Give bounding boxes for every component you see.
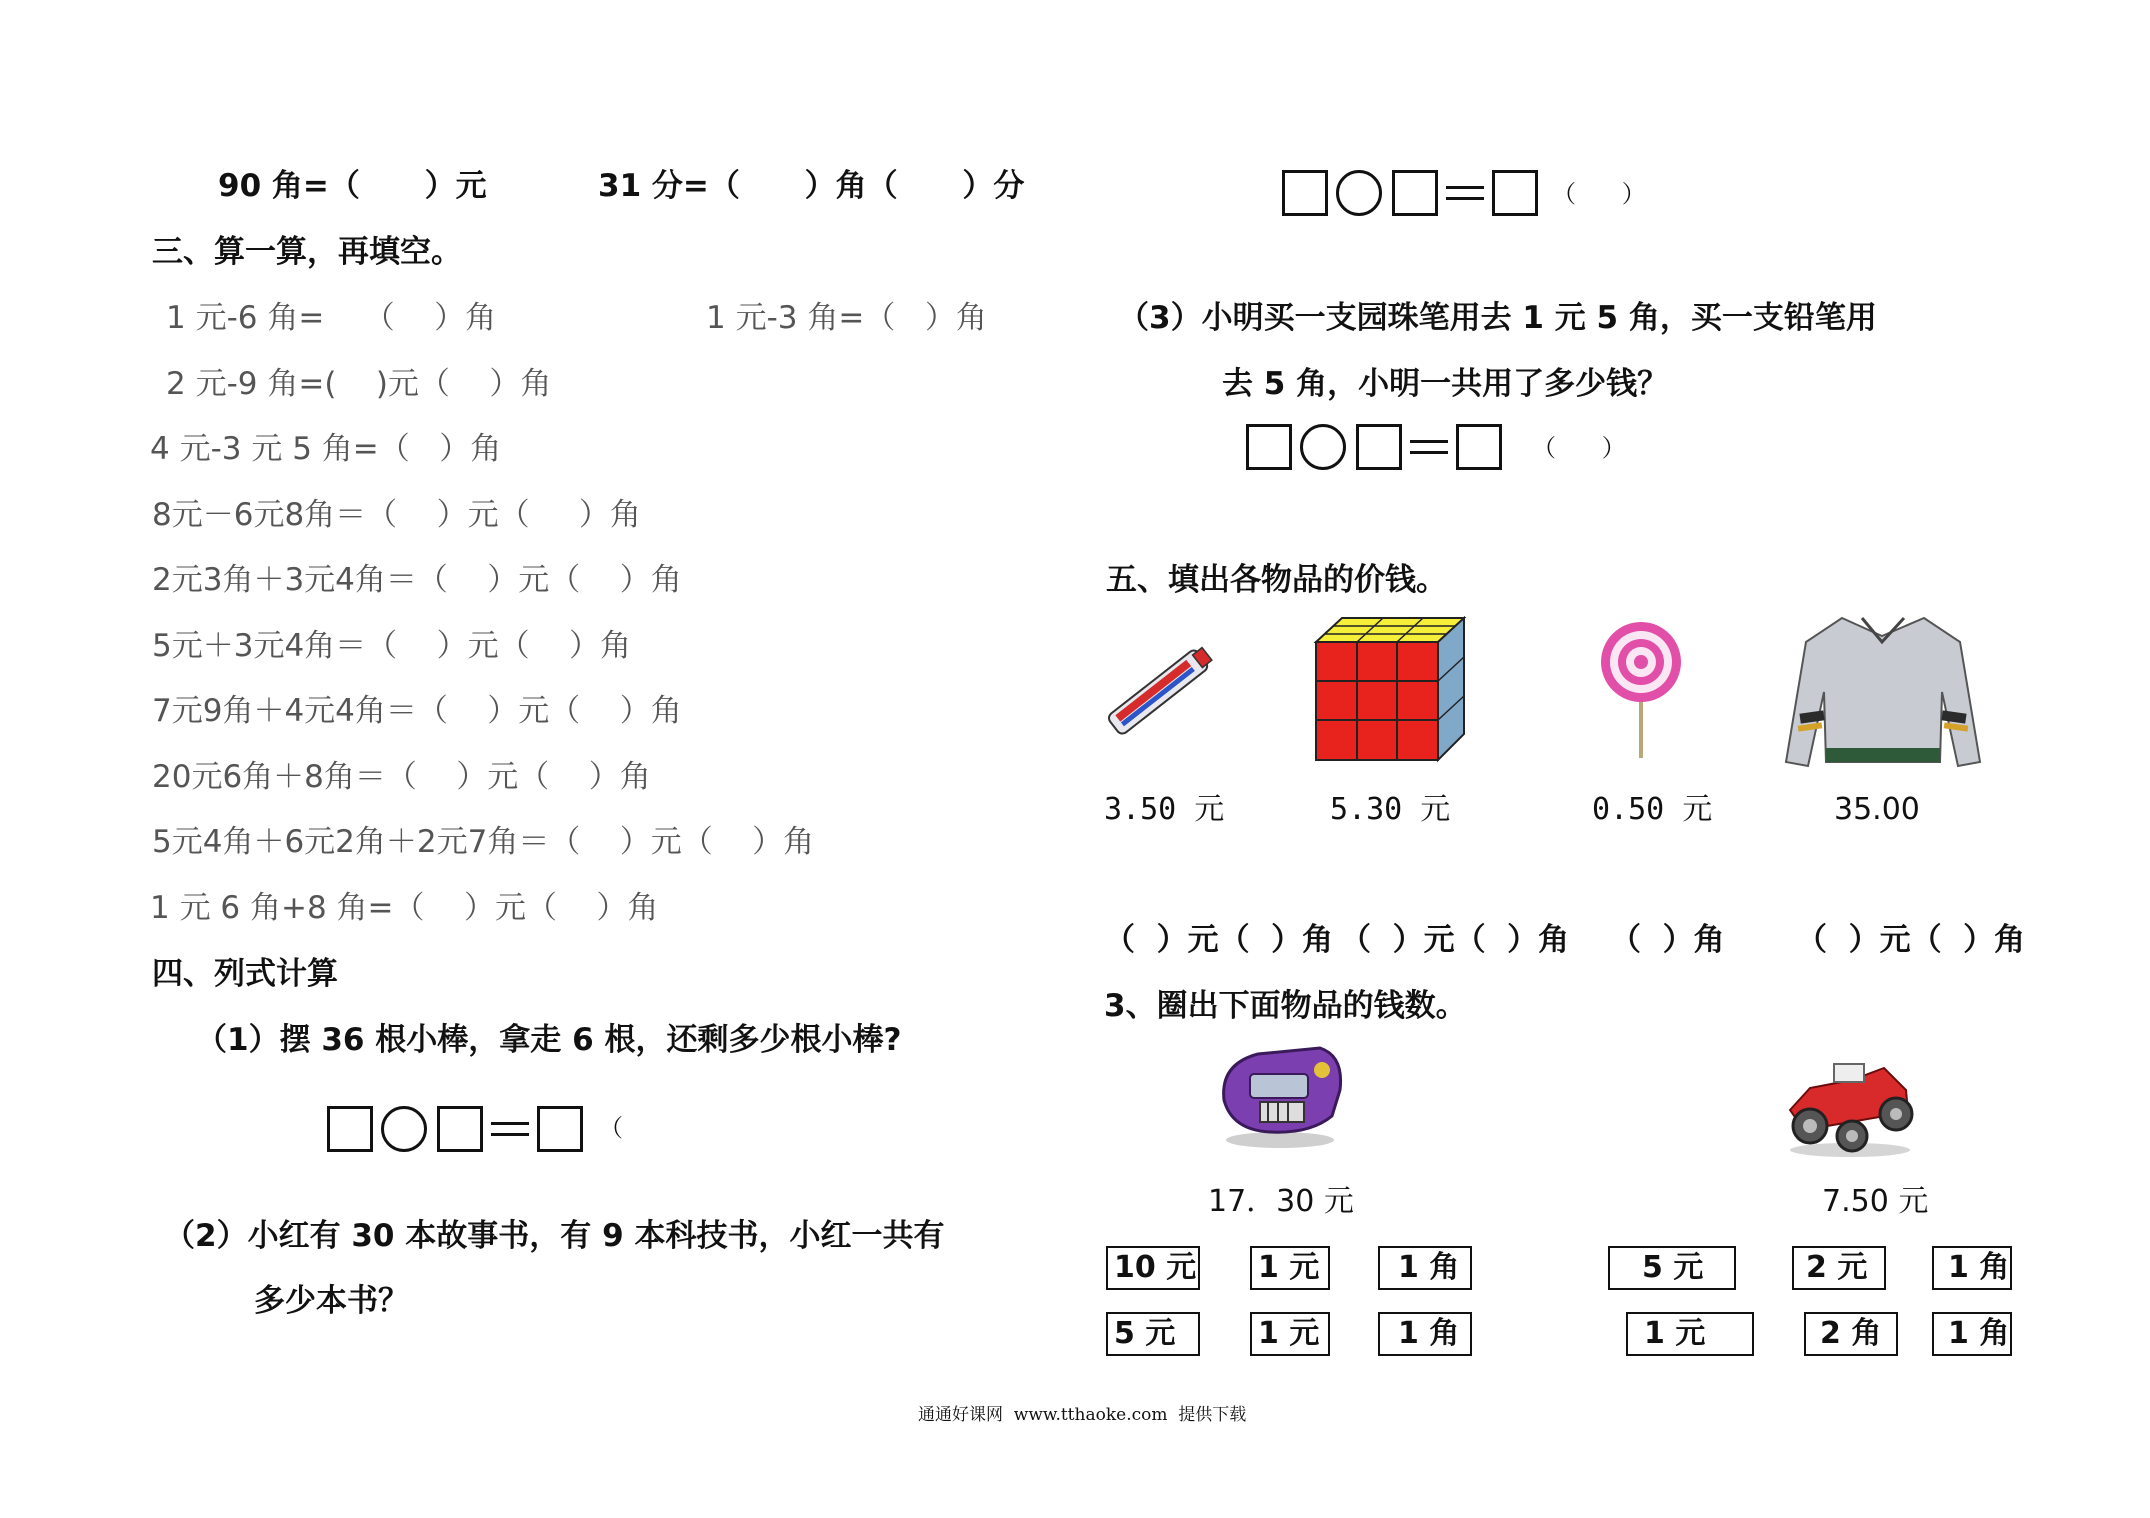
answer-box[interactable]: [1356, 424, 1402, 470]
conversion-90-jiao: 90 角=（ ）元: [218, 168, 487, 204]
answer-box[interactable]: [437, 1106, 483, 1152]
toy-price: 7.50 元: [1822, 1184, 1929, 1219]
calc-line: 20元6角＋8角＝（ ）元（ ）角: [152, 759, 651, 795]
answer-box[interactable]: [327, 1106, 373, 1152]
section-3-title: 三、算一算，再填空。: [152, 234, 462, 270]
price-blank: （ ）角: [1610, 922, 1725, 958]
money-option[interactable]: 1 角: [1932, 1246, 2012, 1290]
calc-line: 8元－6元8角＝（ ）元（ ）角: [152, 497, 641, 533]
money-option[interactable]: 1 元: [1250, 1246, 1330, 1290]
part-3-title: 3、圈出下面物品的钱数。: [1104, 988, 1467, 1024]
unit-paren: （ ）: [1532, 434, 1626, 462]
equals-sign: [1410, 440, 1448, 454]
price-blank: （ ）元（ ）角: [1796, 922, 2026, 958]
money-option[interactable]: 1 角: [1378, 1312, 1472, 1356]
money-option[interactable]: 2 角: [1804, 1312, 1898, 1356]
answer-box[interactable]: [1282, 170, 1328, 216]
operator-circle[interactable]: [1300, 424, 1346, 470]
conversion-31-fen: 31 分=（ ）角（ ）分: [598, 168, 1025, 204]
calc-line: 4 元-3 元 5 角=（ ）角: [150, 431, 502, 467]
calc-line: 5元＋3元4角＝（ ）元（ ）角: [152, 628, 632, 664]
question-3-line-2: 去 5 角，小明一共用了多少钱？: [1222, 366, 1669, 402]
operator-circle[interactable]: [1336, 170, 1382, 216]
answer-box[interactable]: [1392, 170, 1438, 216]
price-blank: （ ）元（ ）角: [1340, 922, 1570, 958]
money-option[interactable]: 10 元: [1106, 1246, 1200, 1290]
rubiks-cube-icon: [1310, 612, 1470, 766]
calc-line: 2元3角＋3元4角＝（ ）元（ ）角: [152, 562, 682, 598]
answer-box[interactable]: [1456, 424, 1502, 470]
question-2-line-1: （2）小红有 30 本故事书，有 9 本科技书，小红一共有: [164, 1218, 945, 1254]
toy-device-icon: [1210, 1040, 1350, 1150]
money-option[interactable]: 1 元: [1250, 1312, 1330, 1356]
money-option[interactable]: 5 元: [1106, 1312, 1200, 1356]
unit-paren: （: [599, 1114, 623, 1142]
section-4-title: 四、列式计算: [152, 956, 338, 992]
item-price: 3.50 元: [1104, 792, 1225, 827]
price-blank: （ ）元（ ）角: [1104, 922, 1334, 958]
lollipop-icon: [1598, 620, 1684, 760]
calc-line: 5元4角＋6元2角＋2元7角＝（ ）元（ ）角: [152, 824, 815, 860]
calc-line: 2 元-9 角=( )元（ ）角: [166, 366, 552, 402]
equals-sign: [1446, 186, 1484, 200]
answer-box[interactable]: [537, 1106, 583, 1152]
equals-sign: [491, 1122, 529, 1136]
calc-line: 7元9角＋4元4角＝（ ）元（ ）角: [152, 693, 682, 729]
toothpaste-icon: [1100, 628, 1220, 748]
calc-line: 1 元 6 角+8 角=（ ）元（ ）角: [150, 890, 659, 926]
calc-line: 1 元-6 角= （ ）角: [166, 300, 497, 336]
question-3-line-1: （3）小明买一支园珠笔用去 1 元 5 角，买一支铅笔用: [1118, 300, 1877, 336]
answer-box[interactable]: [1492, 170, 1538, 216]
calc-line: 1 元-3 角=（ ）角: [706, 300, 987, 336]
toy-car-icon: [1780, 1050, 1920, 1158]
unit-paren: （ ）: [1552, 180, 1646, 208]
question-2-line-2: 多少本书？: [254, 1283, 409, 1319]
answer-box[interactable]: [1246, 424, 1292, 470]
money-option[interactable]: 1 角: [1378, 1246, 1472, 1290]
operator-circle[interactable]: [381, 1106, 427, 1152]
toy-price: 17．30 元: [1208, 1184, 1354, 1219]
item-price: 5.30 元: [1330, 792, 1451, 827]
money-option[interactable]: 1 元: [1626, 1312, 1754, 1356]
money-option[interactable]: 5 元: [1608, 1246, 1736, 1290]
item-price: 0.50 元: [1592, 792, 1713, 827]
sweater-icon: [1782, 612, 1984, 772]
section-5-title: 五、填出各物品的价钱。: [1106, 562, 1447, 598]
money-option[interactable]: 1 角: [1932, 1312, 2012, 1356]
footer-credit: 通通好课网 www.tthaoke.com 提供下载: [918, 1405, 1247, 1425]
money-option[interactable]: 2 元: [1792, 1246, 1886, 1290]
question-1: （1）摆 36 根小棒，拿走 6 根，还剩多少根小棒?: [196, 1022, 902, 1058]
item-price: 35.00: [1834, 792, 1920, 827]
